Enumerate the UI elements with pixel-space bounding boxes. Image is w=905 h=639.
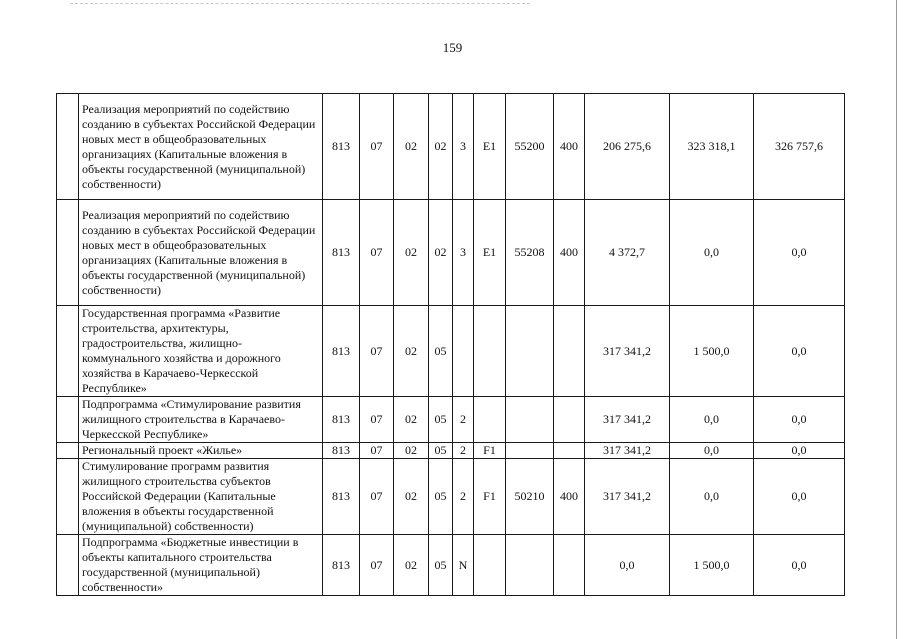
amount-year-3: 0,0: [754, 459, 845, 535]
code-section: 07: [360, 94, 394, 200]
empty-number-cell: [57, 459, 79, 535]
code-direction: 50210: [506, 459, 554, 535]
code-program: 05: [429, 459, 453, 535]
code-expense-type: [554, 443, 585, 459]
row-name: Региональный проект «Жилье»: [79, 443, 323, 459]
page-edge-line: [896, 0, 897, 639]
code-project: E1: [474, 200, 506, 306]
code-expense-type: [554, 397, 585, 443]
code-expense-type: 400: [554, 94, 585, 200]
amount-year-2: 323 318,1: [670, 94, 754, 200]
code-subprogram: N: [453, 535, 474, 596]
amount-year-3: 326 757,6: [754, 94, 845, 200]
amount-year-3: 0,0: [754, 200, 845, 306]
code-project: [474, 535, 506, 596]
amount-year-1: 317 341,2: [585, 397, 670, 443]
amount-year-2: 1 500,0: [670, 535, 754, 596]
page-number: 159: [442, 40, 463, 55]
empty-number-cell: [57, 306, 79, 397]
code-ministry: 813: [323, 306, 360, 397]
empty-number-cell: [57, 535, 79, 596]
code-program: 05: [429, 535, 453, 596]
amount-year-3: 0,0: [754, 535, 845, 596]
code-project: E1: [474, 94, 506, 200]
table-row: [57, 535, 845, 596]
amount-year-1: 0,0: [585, 535, 670, 596]
code-expense-type: [554, 306, 585, 397]
code-ministry: 813: [323, 200, 360, 306]
code-ministry: 813: [323, 459, 360, 535]
code-section: 07: [360, 535, 394, 596]
table-row: [57, 200, 845, 306]
code-expense-type: 400: [554, 200, 585, 306]
code-section: 07: [360, 459, 394, 535]
amount-year-1: 317 341,2: [585, 459, 670, 535]
empty-number-cell: [57, 397, 79, 443]
code-subprogram: 2: [453, 397, 474, 443]
code-ministry: 813: [323, 94, 360, 200]
table-row: [57, 397, 845, 443]
amount-year-3: 0,0: [754, 397, 845, 443]
code-program: 05: [429, 443, 453, 459]
amount-year-2: 0,0: [670, 200, 754, 306]
amount-year-1: 4 372,7: [585, 200, 670, 306]
code-subsection: 02: [394, 535, 429, 596]
code-subprogram: 3: [453, 200, 474, 306]
amount-year-1: 206 275,6: [585, 94, 670, 200]
row-name: Подпрограмма «Стимулирование развития жилищного строительства в Карачаево-Черкесской Республике»: [79, 397, 323, 443]
code-expense-type: [554, 535, 585, 596]
code-project: [474, 306, 506, 397]
row-name: Реализация мероприятий по содействию созданию в субъектах Российской Федерации новых мест в общеобразовательных организациях (Капитальные вложения в объекты государственной (муниципальной) собственности): [79, 200, 323, 306]
amount-year-3: 0,0: [754, 443, 845, 459]
code-section: 07: [360, 200, 394, 306]
code-direction: 55200: [506, 94, 554, 200]
code-project: [474, 397, 506, 443]
amount-year-2: 0,0: [670, 459, 754, 535]
code-project: F1: [474, 443, 506, 459]
code-ministry: 813: [323, 397, 360, 443]
code-program: 02: [429, 200, 453, 306]
table-row: [57, 459, 845, 535]
code-ministry: 813: [323, 535, 360, 596]
amount-year-3: 0,0: [754, 306, 845, 397]
code-subsection: 02: [394, 459, 429, 535]
code-program: 02: [429, 94, 453, 200]
code-project: F1: [474, 459, 506, 535]
code-subprogram: 3: [453, 94, 474, 200]
code-subsection: 02: [394, 443, 429, 459]
amount-year-2: 1 500,0: [670, 306, 754, 397]
row-name: Подпрограмма «Бюджетные инвестиции в объекты капитального строительства государственной (муниципальной) собственности»: [79, 535, 323, 596]
code-direction: [506, 535, 554, 596]
code-section: 07: [360, 306, 394, 397]
empty-number-cell: [57, 94, 79, 200]
budget-table: [56, 93, 845, 596]
code-subsection: 02: [394, 94, 429, 200]
table-row: [57, 443, 845, 459]
code-section: 07: [360, 397, 394, 443]
table-row: [57, 306, 845, 397]
code-expense-type: 400: [554, 459, 585, 535]
row-name: Стимулирование программ развития жилищного строительства субъектов Российской Федерации (Капитальные вложения в объекты государственной (муниципальной) собственности): [79, 459, 323, 535]
amount-year-2: 0,0: [670, 443, 754, 459]
table-row: [57, 94, 845, 200]
code-direction: [506, 397, 554, 443]
code-subprogram: 2: [453, 443, 474, 459]
code-direction: [506, 443, 554, 459]
code-ministry: 813: [323, 443, 360, 459]
empty-number-cell: [57, 443, 79, 459]
code-direction: [506, 306, 554, 397]
code-subsection: 02: [394, 200, 429, 306]
row-name: Реализация мероприятий по содействию созданию в субъектах Российской Федерации новых мест в общеобразовательных организациях (Капитальные вложения в объекты государственной (муниципальной) собственности): [79, 94, 323, 200]
code-direction: 55208: [506, 200, 554, 306]
amount-year-1: 317 341,2: [585, 306, 670, 397]
row-name: Государственная программа «Развитие строительства, архитектуры, градостроительства, жилищно-коммунального хозяйства и дорожного хозяйства в Карачаево-Черкесской Республике»: [79, 306, 323, 397]
code-subsection: 02: [394, 306, 429, 397]
amount-year-2: 0,0: [670, 397, 754, 443]
code-subprogram: 2: [453, 459, 474, 535]
empty-number-cell: [57, 200, 79, 306]
code-section: 07: [360, 443, 394, 459]
code-subsection: 02: [394, 397, 429, 443]
code-subprogram: [453, 306, 474, 397]
amount-year-1: 317 341,2: [585, 443, 670, 459]
code-program: 05: [429, 397, 453, 443]
scan-artifact-line: [70, 3, 530, 4]
code-program: 05: [429, 306, 453, 397]
